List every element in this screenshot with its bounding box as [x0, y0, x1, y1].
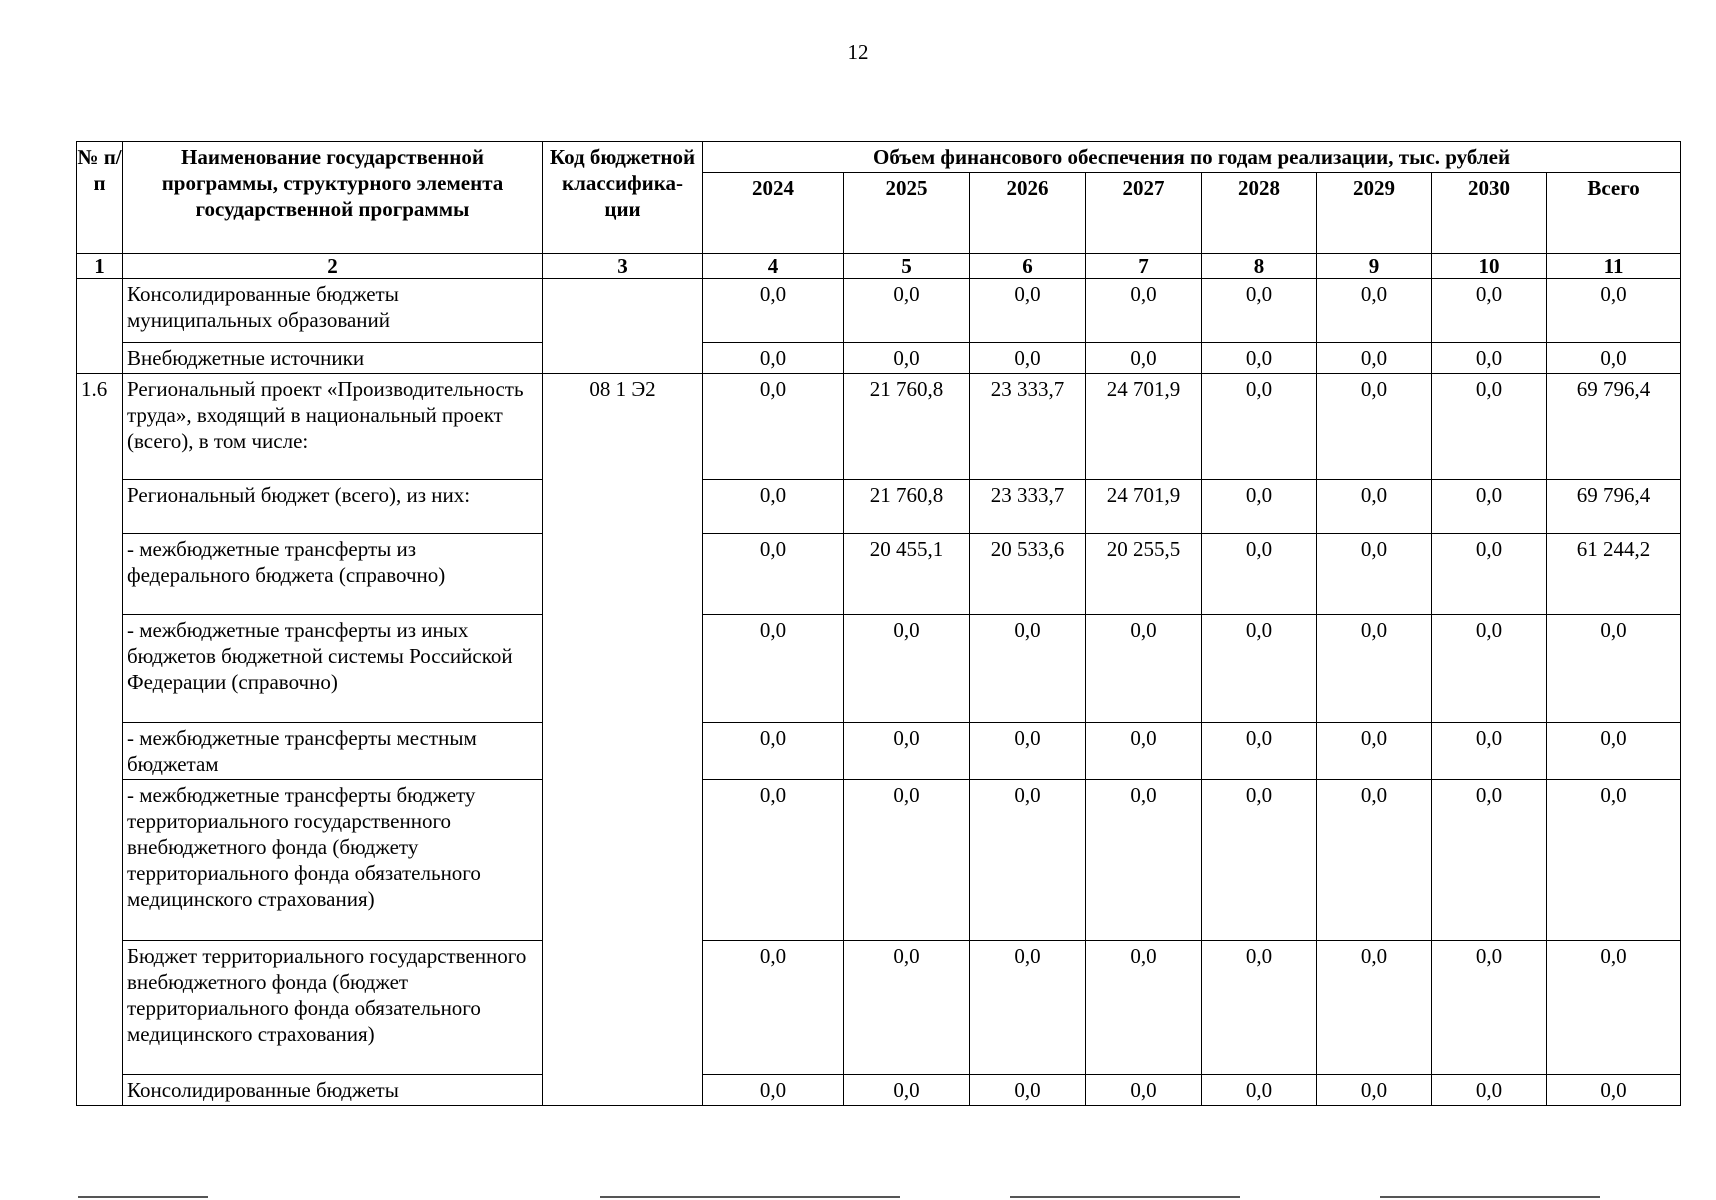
value-cell: 0,0 — [703, 374, 844, 480]
value-cell: 21 760,8 — [844, 374, 970, 480]
value-cell: 21 760,8 — [844, 480, 970, 534]
value-cell: 24 701,9 — [1086, 374, 1202, 480]
table-row — [77, 723, 1681, 780]
value-cell: 20 533,6 — [970, 534, 1086, 615]
value-cell: 0,0 — [1432, 723, 1547, 780]
value-cell: 0,0 — [1086, 615, 1202, 723]
header-total: Всего — [1547, 173, 1681, 254]
column-number: 2 — [123, 254, 543, 279]
value-cell: 0,0 — [1317, 534, 1432, 615]
value-cell: 0,0 — [1432, 1075, 1547, 1106]
table-row — [77, 279, 1681, 343]
value-cell: 0,0 — [1317, 374, 1432, 480]
value-cell: 0,0 — [1432, 534, 1547, 615]
column-number: 3 — [543, 254, 703, 279]
value-cell: 61 244,2 — [1547, 534, 1681, 615]
value-cell: 0,0 — [1432, 343, 1547, 374]
value-cell: 0,0 — [1547, 615, 1681, 723]
row-name: - межбюджетные трансферты местным бюджетам — [123, 723, 543, 780]
column-number: 1 — [77, 254, 123, 279]
header-row — [77, 142, 1681, 173]
value-cell: 0,0 — [703, 534, 844, 615]
value-cell: 69 796,4 — [1547, 374, 1681, 480]
header-year: 2028 — [1202, 173, 1317, 254]
header-volume: Объем финансового обеспечения по годам реализации, тыс. рублей — [703, 142, 1681, 173]
header-name: Наименование государственной программы, структурного элемента государственной программы — [123, 142, 543, 254]
value-cell: 69 796,4 — [1547, 480, 1681, 534]
value-cell: 0,0 — [1317, 1075, 1432, 1106]
value-cell: 0,0 — [1547, 723, 1681, 780]
column-number: 7 — [1086, 254, 1202, 279]
value-cell: 23 333,7 — [970, 480, 1086, 534]
header-year: 2024 — [703, 173, 844, 254]
financing-table — [76, 141, 1681, 1106]
value-cell: 0,0 — [1086, 279, 1202, 343]
value-cell: 23 333,7 — [970, 374, 1086, 480]
value-cell: 0,0 — [1202, 534, 1317, 615]
code-cell — [543, 279, 703, 374]
value-cell: 0,0 — [970, 941, 1086, 1075]
value-cell: 0,0 — [703, 780, 844, 941]
column-number: 6 — [970, 254, 1086, 279]
value-cell: 0,0 — [1317, 723, 1432, 780]
value-cell: 0,0 — [844, 615, 970, 723]
value-cell: 0,0 — [1317, 780, 1432, 941]
value-cell: 24 701,9 — [1086, 480, 1202, 534]
value-cell: 0,0 — [844, 723, 970, 780]
value-cell: 0,0 — [1086, 723, 1202, 780]
row-name: - межбюджетные трансферты бюджету территориального государственного внебюджетного фонда (бюджету территориального фонда обязательного медицинского страхования) — [123, 780, 543, 941]
value-cell: 0,0 — [844, 941, 970, 1075]
column-numbers-row — [77, 254, 1681, 279]
value-cell: 0,0 — [1432, 780, 1547, 941]
value-cell: 0,0 — [1202, 615, 1317, 723]
value-cell: 0,0 — [970, 343, 1086, 374]
value-cell: 0,0 — [703, 615, 844, 723]
value-cell: 0,0 — [970, 615, 1086, 723]
value-cell: 0,0 — [1432, 279, 1547, 343]
value-cell: 0,0 — [1547, 343, 1681, 374]
row-num-cell — [77, 279, 123, 374]
value-cell: 0,0 — [1317, 343, 1432, 374]
header-year: 2025 — [844, 173, 970, 254]
table-row — [77, 343, 1681, 374]
value-cell: 0,0 — [703, 941, 844, 1075]
value-cell: 0,0 — [1547, 780, 1681, 941]
column-number: 11 — [1547, 254, 1681, 279]
value-cell: 0,0 — [1086, 343, 1202, 374]
table-row — [77, 480, 1681, 534]
value-cell: 0,0 — [1317, 941, 1432, 1075]
scan-artifact — [1380, 1196, 1600, 1198]
value-cell: 0,0 — [1086, 780, 1202, 941]
row-name: Внебюджетные источники — [123, 343, 543, 374]
page-number: 12 — [847, 40, 869, 64]
value-cell: 0,0 — [844, 343, 970, 374]
scan-artifact — [78, 1196, 208, 1198]
value-cell: 0,0 — [1547, 279, 1681, 343]
value-cell: 0,0 — [1202, 480, 1317, 534]
row-name: Региональный бюджет (всего), из них: — [123, 480, 543, 534]
value-cell: 0,0 — [970, 279, 1086, 343]
value-cell: 0,0 — [1202, 1075, 1317, 1106]
table-row — [77, 374, 1681, 480]
value-cell: 0,0 — [1547, 941, 1681, 1075]
table-row — [77, 615, 1681, 723]
value-cell: 0,0 — [1202, 374, 1317, 480]
row-name: Региональный проект «Производительность труда», входящий в национальный проект (всего), в том числе: — [123, 374, 543, 480]
row-name: Бюджет территориального государственного внебюджетного фонда (бюджет территориального фонда обязательного медицинского страхования) — [123, 941, 543, 1075]
value-cell: 0,0 — [1547, 1075, 1681, 1106]
header-year: 2030 — [1432, 173, 1547, 254]
code-cell: 08 1 Э2 — [543, 374, 703, 1106]
table-row — [77, 941, 1681, 1075]
value-cell: 0,0 — [703, 279, 844, 343]
table-row — [77, 780, 1681, 941]
value-cell: 0,0 — [1317, 615, 1432, 723]
row-name: - межбюджетные трансферты из иных бюджетов бюджетной системы Российской Федерации (справочно) — [123, 615, 543, 723]
value-cell: 0,0 — [1202, 279, 1317, 343]
value-cell: 0,0 — [1202, 723, 1317, 780]
value-cell: 0,0 — [1432, 615, 1547, 723]
value-cell: 0,0 — [970, 1075, 1086, 1106]
value-cell: 0,0 — [1317, 480, 1432, 534]
value-cell: 0,0 — [1432, 941, 1547, 1075]
value-cell: 0,0 — [1202, 941, 1317, 1075]
header-year: 2029 — [1317, 173, 1432, 254]
column-number: 9 — [1317, 254, 1432, 279]
value-cell: 0,0 — [703, 480, 844, 534]
scan-artifact — [600, 1196, 900, 1198]
value-cell: 0,0 — [703, 343, 844, 374]
value-cell: 0,0 — [703, 1075, 844, 1106]
header-year: 2027 — [1086, 173, 1202, 254]
value-cell: 0,0 — [1202, 343, 1317, 374]
value-cell: 0,0 — [844, 780, 970, 941]
header-num: № п/п — [77, 142, 123, 254]
value-cell: 0,0 — [1317, 279, 1432, 343]
row-name: Консолидированные бюджеты — [123, 1075, 543, 1106]
value-cell: 0,0 — [1432, 374, 1547, 480]
column-number: 8 — [1202, 254, 1317, 279]
value-cell: 0,0 — [1086, 1075, 1202, 1106]
value-cell: 0,0 — [844, 1075, 970, 1106]
value-cell: 20 455,1 — [844, 534, 970, 615]
row-num-cell: 1.6 — [77, 374, 123, 1106]
row-name: - межбюджетные трансферты из федерального бюджета (справочно) — [123, 534, 543, 615]
header-year: 2026 — [970, 173, 1086, 254]
column-number: 10 — [1432, 254, 1547, 279]
header-code: Код бюджетной классифика-ции — [543, 142, 703, 254]
value-cell: 0,0 — [1202, 780, 1317, 941]
value-cell: 0,0 — [703, 723, 844, 780]
column-number: 4 — [703, 254, 844, 279]
scan-artifact — [1010, 1196, 1240, 1198]
row-name: Консолидированные бюджеты муниципальных образований — [123, 279, 543, 343]
value-cell: 0,0 — [844, 279, 970, 343]
table-row — [77, 534, 1681, 615]
value-cell: 0,0 — [1086, 941, 1202, 1075]
value-cell: 0,0 — [970, 780, 1086, 941]
value-cell: 0,0 — [970, 723, 1086, 780]
table-row — [77, 1075, 1681, 1106]
value-cell: 20 255,5 — [1086, 534, 1202, 615]
value-cell: 0,0 — [1432, 480, 1547, 534]
column-number: 5 — [844, 254, 970, 279]
